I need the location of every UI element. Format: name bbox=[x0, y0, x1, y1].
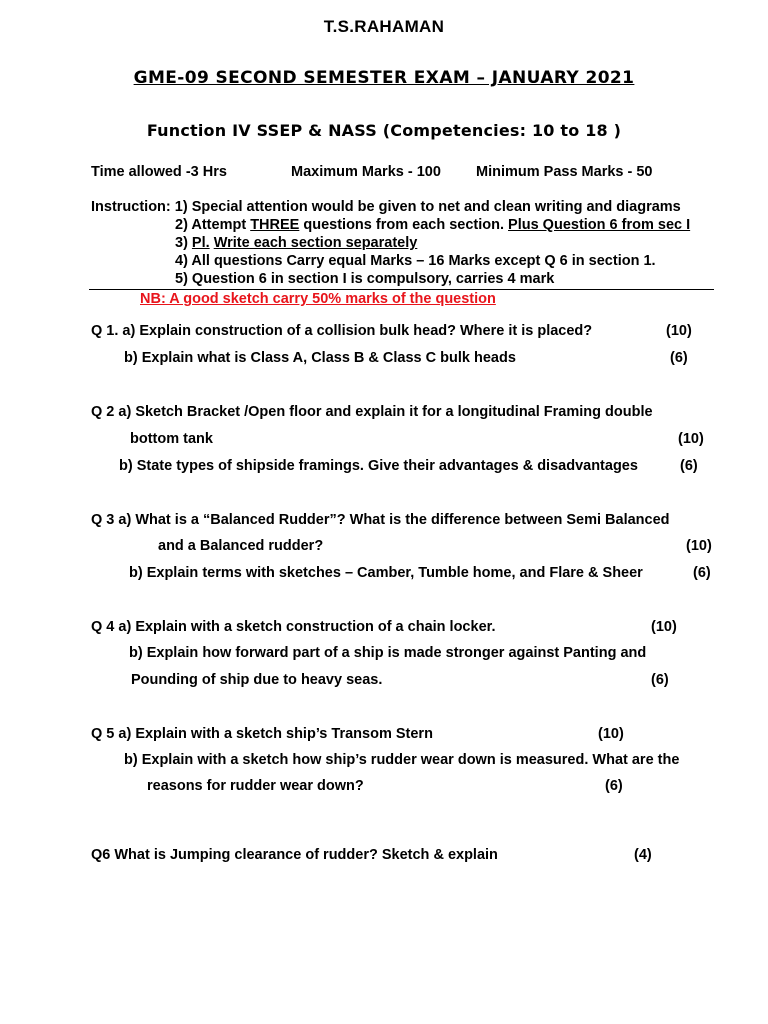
q1a-marks: (10) bbox=[666, 323, 692, 339]
q5a-text: Q 5 a) Explain with a sketch ship’s Transom Stern bbox=[91, 726, 433, 742]
q4a-marks: (10) bbox=[651, 619, 677, 635]
function-title: Function IV SSEP & NASS (Competencies: 10 to 18 ) bbox=[146, 121, 622, 140]
q1a-text: Q 1. a) Explain construction of a collision bulk head? Where it is placed? bbox=[91, 323, 593, 339]
q6-text: Q6 What is Jumping clearance of rudder? Sketch & explain bbox=[91, 847, 498, 863]
q2a-marks: (10) bbox=[678, 431, 704, 447]
exam-title: GME-09 SECOND SEMESTER EXAM – JANUARY 2021 bbox=[133, 68, 635, 88]
q4b-text-line1: b) Explain how forward part of a ship is made stronger against Panting and bbox=[129, 645, 647, 661]
q2a-text-line2: bottom tank bbox=[130, 431, 213, 447]
q3b-marks: (6) bbox=[693, 565, 711, 581]
q6-marks: (4) bbox=[634, 847, 652, 863]
q5b-text-line2: reasons for rudder wear down? bbox=[147, 778, 364, 794]
q5a-marks: (10) bbox=[598, 726, 624, 742]
q3a-text-line2: and a Balanced rudder? bbox=[158, 538, 324, 554]
instruction-5: 5) Question 6 in section I is compulsory, carries 4 mark bbox=[175, 271, 555, 287]
q3b-text: b) Explain terms with sketches – Camber, Tumble home, and Flare & Sheer bbox=[129, 565, 643, 581]
q1b-marks: (6) bbox=[670, 350, 688, 366]
nb-note: NB: A good sketch carry 50% marks of the question bbox=[140, 291, 496, 307]
instruction-2: 2) Attempt THREE questions from each section. Plus Question 6 from sec I bbox=[175, 217, 691, 233]
q4b-marks: (6) bbox=[651, 672, 669, 688]
instruction-3: 3) Pl. Write each section separately bbox=[175, 235, 418, 251]
q2b-text: b) State types of shipside framings. Give their advantages & disadvantages bbox=[119, 458, 638, 474]
time-allowed: Time allowed -3 Hrs bbox=[91, 164, 227, 180]
instruction-1: Instruction: 1) Special attention would be given to net and clean writing and diagrams bbox=[91, 199, 681, 215]
instruction-4: 4) All questions Carry equal Marks – 16 Marks except Q 6 in section 1. bbox=[175, 253, 656, 269]
q5b-text-line1: b) Explain with a sketch how ship’s rudder wear down is measured. What are the bbox=[124, 752, 680, 768]
q1b-text: b) Explain what is Class A, Class B & Class C bulk heads bbox=[124, 350, 516, 366]
q2a-text-line1: Q 2 a) Sketch Bracket /Open floor and explain it for a longitudinal Framing double bbox=[91, 404, 653, 420]
q5b-marks: (6) bbox=[605, 778, 623, 794]
minimum-pass-marks: Minimum Pass Marks - 50 bbox=[476, 164, 653, 180]
q2b-marks: (6) bbox=[680, 458, 698, 474]
author-name: T.S.RAHAMAN bbox=[323, 17, 445, 36]
maximum-marks: Maximum Marks - 100 bbox=[291, 164, 441, 180]
q3a-marks: (10) bbox=[686, 538, 712, 554]
q4b-text-line2: Pounding of ship due to heavy seas. bbox=[131, 672, 383, 688]
divider-line bbox=[89, 289, 714, 290]
q3a-text-line1: Q 3 a) What is a “Balanced Rudder”? What is the difference between Semi Balanced bbox=[91, 512, 670, 528]
q4a-text: Q 4 a) Explain with a sketch construction of a chain locker. bbox=[91, 619, 496, 635]
